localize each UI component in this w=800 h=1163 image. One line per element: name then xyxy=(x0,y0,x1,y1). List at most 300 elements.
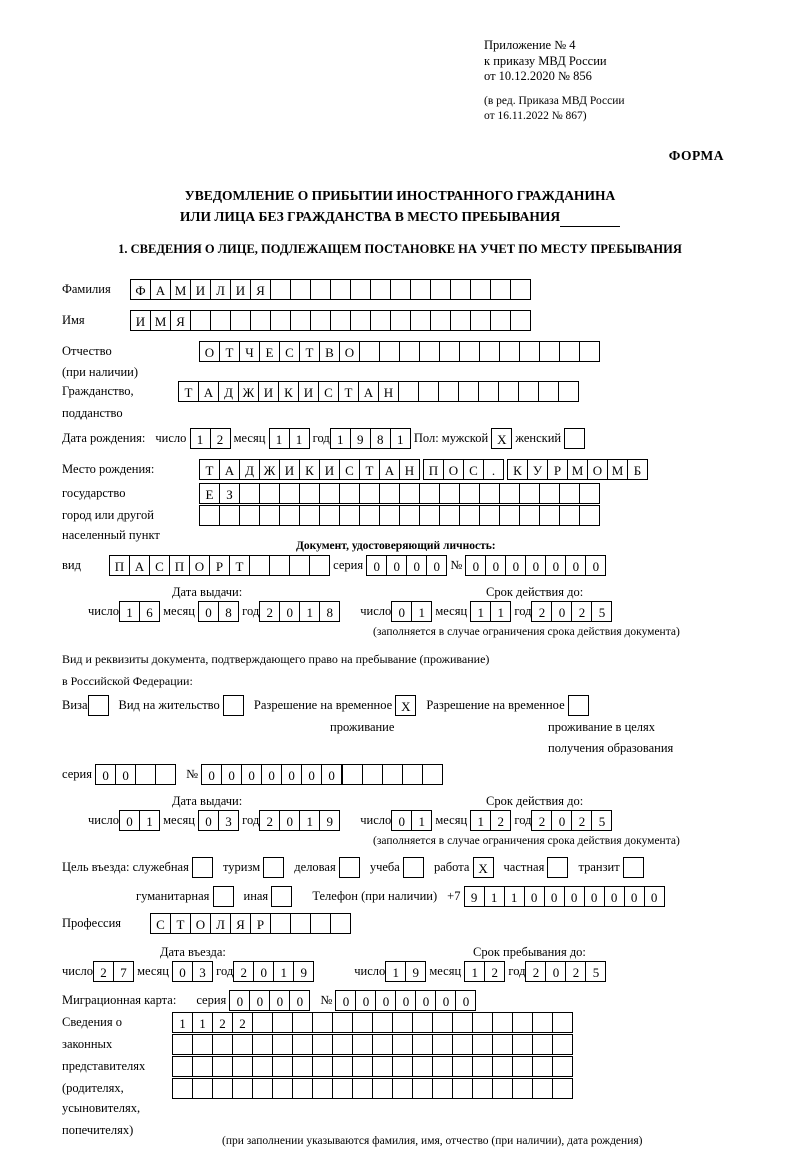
doc-valid-day-cells-cell[interactable]: 1 xyxy=(411,601,432,622)
legal-reps-row-4-cells-cell[interactable] xyxy=(212,1078,233,1099)
doc-valid-day-cells-cell[interactable]: 0 xyxy=(391,601,412,622)
profession-cells-cell[interactable]: Т xyxy=(170,913,191,934)
purpose-other-checkbox[interactable] xyxy=(271,886,292,907)
permit-valid-year-cells[interactable] xyxy=(531,810,612,831)
doctype-cells-cell[interactable]: Т xyxy=(229,555,250,576)
doc-issue-year-cells-cell[interactable]: 8 xyxy=(319,601,340,622)
permit-valid-day-cells-cell[interactable]: 1 xyxy=(411,810,432,831)
permit-issue-day-cells-cell[interactable]: 0 xyxy=(119,810,140,831)
permit-number-cells[interactable] xyxy=(201,764,342,785)
entry-month-cells[interactable] xyxy=(172,961,213,982)
legal-reps-row-3-cells-cell[interactable] xyxy=(492,1056,513,1077)
birthplace-row3-cells-cell[interactable] xyxy=(299,505,320,526)
doc-number-cells-cell[interactable]: 0 xyxy=(505,555,526,576)
permit-number-extra-cells-cell[interactable] xyxy=(422,764,443,785)
entry-month-cells-cell[interactable]: 3 xyxy=(192,961,213,982)
permit-issue-year-cells-cell[interactable]: 9 xyxy=(319,810,340,831)
legal-reps-row-1-cells-cell[interactable] xyxy=(452,1012,473,1033)
birthplace-row2-cells-cell[interactable] xyxy=(299,483,320,504)
surname-cells-cell[interactable] xyxy=(410,279,431,300)
patronymic-cells-cell[interactable] xyxy=(399,341,420,362)
surname-cells-cell[interactable] xyxy=(330,279,351,300)
doctype-cells-cell[interactable]: О xyxy=(189,555,210,576)
legal-reps-row-4-cells-cell[interactable] xyxy=(532,1078,553,1099)
legal-reps-row-4-cells-cell[interactable] xyxy=(192,1078,213,1099)
citizenship-cells-cell[interactable]: С xyxy=(318,381,339,402)
birthplace-row3-cells-cell[interactable] xyxy=(219,505,240,526)
patronymic-cells-cell[interactable] xyxy=(419,341,440,362)
doctype-cells-cell[interactable] xyxy=(309,555,330,576)
surname-cells-cell[interactable] xyxy=(290,279,311,300)
surname-cells-cell[interactable]: М xyxy=(170,279,191,300)
doc-number-cells-cell[interactable]: 0 xyxy=(545,555,566,576)
legal-reps-row-4-cells-cell[interactable] xyxy=(172,1078,193,1099)
patronymic-cells-cell[interactable]: О xyxy=(339,341,360,362)
entry-day-cells-cell[interactable]: 7 xyxy=(113,961,134,982)
legal-reps-row-1-cells-cell[interactable]: 2 xyxy=(232,1012,253,1033)
surname-cells-cell[interactable]: И xyxy=(190,279,211,300)
phone-cells-cell[interactable]: 0 xyxy=(624,886,645,907)
legal-reps-row-1-cells-cell[interactable] xyxy=(492,1012,513,1033)
birthplace-row2-cells-cell[interactable] xyxy=(539,483,560,504)
permit-number-cells-cell[interactable]: 0 xyxy=(221,764,242,785)
patronymic-cells-cell[interactable]: Т xyxy=(219,341,240,362)
legal-reps-row-2-cells-cell[interactable] xyxy=(312,1034,333,1055)
citizenship-cells-cell[interactable] xyxy=(538,381,559,402)
profession-cells-cell[interactable] xyxy=(270,913,291,934)
legal-reps-row-2-cells-cell[interactable] xyxy=(412,1034,433,1055)
name-cells-cell[interactable] xyxy=(350,310,371,331)
name-cells-cell[interactable] xyxy=(390,310,411,331)
legal-reps-row-1-cells-cell[interactable] xyxy=(252,1012,273,1033)
legal-reps-row-2-cells-cell[interactable] xyxy=(232,1034,253,1055)
name-cells-cell[interactable] xyxy=(210,310,231,331)
permit-number-extra-cells-cell[interactable] xyxy=(402,764,423,785)
legal-reps-row-2-cells-cell[interactable] xyxy=(192,1034,213,1055)
purpose-official-checkbox[interactable] xyxy=(192,857,213,878)
profession-cells-cell[interactable] xyxy=(330,913,351,934)
legal-reps-row-1-cells-cell[interactable] xyxy=(552,1012,573,1033)
legal-reps-row-3-cells-cell[interactable] xyxy=(232,1056,253,1077)
name-cells-cell[interactable] xyxy=(430,310,451,331)
stay-month-cells-cell[interactable]: 1 xyxy=(464,961,485,982)
name-cells-cell[interactable] xyxy=(190,310,211,331)
birthplace-row3-cells-cell[interactable] xyxy=(499,505,520,526)
name-cells-cell[interactable] xyxy=(230,310,251,331)
citizenship-cells-cell[interactable] xyxy=(438,381,459,402)
purpose-tourism-checkbox[interactable] xyxy=(263,857,284,878)
birthplace-country-cells-cell[interactable]: И xyxy=(279,459,300,480)
legal-reps-row-1-cells-cell[interactable] xyxy=(392,1012,413,1033)
permit-issue-month-cells-cell[interactable]: 3 xyxy=(218,810,239,831)
purpose-private-checkbox[interactable] xyxy=(547,857,568,878)
legal-reps-row-4-cells-cell[interactable] xyxy=(512,1078,533,1099)
permit-series-cells-cell[interactable]: 0 xyxy=(115,764,136,785)
birthplace-row2-cells-cell[interactable] xyxy=(519,483,540,504)
legal-reps-row-2-cells-cell[interactable] xyxy=(172,1034,193,1055)
birthplace-row2-cells-cell[interactable] xyxy=(379,483,400,504)
birthplace-row3-cells-cell[interactable] xyxy=(439,505,460,526)
citizenship-cells-cell[interactable]: И xyxy=(298,381,319,402)
birthplace-city-cells-cell[interactable]: Р xyxy=(547,459,568,480)
name-cells-cell[interactable] xyxy=(410,310,431,331)
patronymic-cells-cell[interactable] xyxy=(479,341,500,362)
legal-reps-row-3-cells-cell[interactable] xyxy=(272,1056,293,1077)
migration-card-series-cells-cell[interactable]: 0 xyxy=(289,990,310,1011)
birthplace-row3-cells-cell[interactable] xyxy=(259,505,280,526)
patronymic-cells-cell[interactable] xyxy=(579,341,600,362)
profession-cells[interactable] xyxy=(150,913,351,934)
permit-number-extra-cells-cell[interactable] xyxy=(362,764,383,785)
legal-reps-row-2-cells-cell[interactable] xyxy=(472,1034,493,1055)
birthplace-country-cells-cell[interactable]: С xyxy=(339,459,360,480)
legal-reps-row-2-cells-cell[interactable] xyxy=(392,1034,413,1055)
patronymic-cells-cell[interactable]: Е xyxy=(259,341,280,362)
purpose-work-checkbox[interactable]: X xyxy=(473,857,494,878)
legal-reps-row-1-cells-cell[interactable] xyxy=(292,1012,313,1033)
stay-day-cells-cell[interactable]: 1 xyxy=(385,961,406,982)
permit-issue-year-cells-cell[interactable]: 0 xyxy=(279,810,300,831)
birthplace-row2-cells-cell[interactable] xyxy=(239,483,260,504)
doctype-cells-cell[interactable]: П xyxy=(169,555,190,576)
purpose-business-checkbox[interactable] xyxy=(339,857,360,878)
phone-cells-cell[interactable]: 0 xyxy=(524,886,545,907)
legal-reps-row-4-cells-cell[interactable] xyxy=(432,1078,453,1099)
doc-valid-day-cells[interactable] xyxy=(391,601,432,622)
legal-reps-row-2-cells-cell[interactable] xyxy=(292,1034,313,1055)
permit-number-cells-cell[interactable]: 0 xyxy=(281,764,302,785)
doc-number-cells-cell[interactable]: 0 xyxy=(565,555,586,576)
patronymic-cells-cell[interactable] xyxy=(499,341,520,362)
doc-issue-month-cells-cell[interactable]: 8 xyxy=(218,601,239,622)
birthplace-row2-cells-cell[interactable] xyxy=(399,483,420,504)
surname-cells-cell[interactable] xyxy=(490,279,511,300)
legal-reps-row-3-cells-cell[interactable] xyxy=(192,1056,213,1077)
patronymic-cells-cell[interactable]: Ч xyxy=(239,341,260,362)
doc-valid-year-cells-cell[interactable]: 2 xyxy=(571,601,592,622)
citizenship-cells[interactable] xyxy=(178,381,579,402)
legal-reps-row-2-cells-cell[interactable] xyxy=(212,1034,233,1055)
doc-issue-year-cells-cell[interactable]: 2 xyxy=(259,601,280,622)
birthplace-row3-cells-cell[interactable] xyxy=(279,505,300,526)
phone-cells-cell[interactable]: 0 xyxy=(544,886,565,907)
surname-cells-cell[interactable]: Я xyxy=(250,279,271,300)
permit-valid-day-cells-cell[interactable]: 0 xyxy=(391,810,412,831)
migration-card-series-cells-cell[interactable]: 0 xyxy=(269,990,290,1011)
birthplace-city-cells-cell[interactable]: О xyxy=(587,459,608,480)
stay-day-cells-cell[interactable]: 9 xyxy=(405,961,426,982)
patronymic-cells-cell[interactable] xyxy=(359,341,380,362)
legal-reps-row-3-cells-cell[interactable] xyxy=(412,1056,433,1077)
phone-cells-cell[interactable]: 1 xyxy=(484,886,505,907)
name-cells-cell[interactable] xyxy=(490,310,511,331)
migration-card-number-cells-cell[interactable]: 0 xyxy=(395,990,416,1011)
surname-cells-cell[interactable] xyxy=(350,279,371,300)
birthplace-row3-cells-cell[interactable] xyxy=(399,505,420,526)
birthplace-row3-cells-cell[interactable] xyxy=(319,505,340,526)
birthplace-type-cells-cell[interactable]: . xyxy=(483,459,504,480)
phone-cells-cell[interactable]: 0 xyxy=(584,886,605,907)
legal-reps-row-2-cells-cell[interactable] xyxy=(372,1034,393,1055)
profession-cells-cell[interactable] xyxy=(310,913,331,934)
citizenship-cells-cell[interactable] xyxy=(478,381,499,402)
doc-issue-day-cells-cell[interactable]: 6 xyxy=(139,601,160,622)
birthplace-country-cells-cell[interactable]: А xyxy=(219,459,240,480)
legal-reps-row-4-cells-cell[interactable] xyxy=(412,1078,433,1099)
doctype-cells-cell[interactable]: А xyxy=(129,555,150,576)
birthplace-city-cells-cell[interactable]: Б xyxy=(627,459,648,480)
permit-issue-month-cells[interactable] xyxy=(198,810,239,831)
birthplace-type-cells[interactable] xyxy=(420,459,504,480)
doctype-cells-cell[interactable] xyxy=(269,555,290,576)
surname-cells-cell[interactable]: А xyxy=(150,279,171,300)
legal-reps-row-2-cells[interactable] xyxy=(172,1034,573,1055)
birthplace-row2-cells-cell[interactable] xyxy=(359,483,380,504)
birthplace-row2-cells-cell[interactable]: З xyxy=(219,483,240,504)
citizenship-cells-cell[interactable]: Д xyxy=(218,381,239,402)
purpose-study-checkbox[interactable] xyxy=(403,857,424,878)
surname-cells[interactable] xyxy=(130,279,531,300)
legal-reps-row-1-cells-cell[interactable] xyxy=(312,1012,333,1033)
doctype-cells[interactable] xyxy=(109,555,330,576)
surname-cells-cell[interactable]: Ф xyxy=(130,279,151,300)
profession-cells-cell[interactable]: Л xyxy=(210,913,231,934)
citizenship-cells-cell[interactable]: А xyxy=(198,381,219,402)
phone-cells[interactable] xyxy=(464,886,665,907)
permit-issue-year-cells[interactable] xyxy=(259,810,340,831)
permit-series-cells-cell[interactable]: 0 xyxy=(95,764,116,785)
citizenship-cells-cell[interactable] xyxy=(398,381,419,402)
citizenship-cells-cell[interactable]: Ж xyxy=(238,381,259,402)
doctype-cells-cell[interactable]: Р xyxy=(209,555,230,576)
birth-day-cells[interactable] xyxy=(190,428,231,449)
doc-series-cells-cell[interactable]: 0 xyxy=(366,555,387,576)
name-cells-cell[interactable]: И xyxy=(130,310,151,331)
permit-valid-year-cells-cell[interactable]: 2 xyxy=(531,810,552,831)
legal-reps-row-4-cells-cell[interactable] xyxy=(452,1078,473,1099)
phone-cells-cell[interactable]: 0 xyxy=(564,886,585,907)
permit-number-cells-cell[interactable]: 0 xyxy=(321,764,342,785)
birthplace-row2-cells-cell[interactable] xyxy=(419,483,440,504)
legal-reps-row-4-cells-cell[interactable] xyxy=(232,1078,253,1099)
birthplace-row2-cells-cell[interactable] xyxy=(319,483,340,504)
doc-series-cells-cell[interactable]: 0 xyxy=(426,555,447,576)
birth-day-cells-cell[interactable]: 1 xyxy=(190,428,211,449)
birthplace-type-cells-cell[interactable]: О xyxy=(443,459,464,480)
legal-reps-row-1-cells-cell[interactable] xyxy=(532,1012,553,1033)
stay-year-cells-cell[interactable]: 0 xyxy=(545,961,566,982)
birthplace-row3-cells-cell[interactable] xyxy=(459,505,480,526)
doc-series-cells-cell[interactable]: 0 xyxy=(406,555,427,576)
doc-valid-year-cells-cell[interactable]: 2 xyxy=(531,601,552,622)
birthplace-row2-cells-cell[interactable]: Е xyxy=(199,483,220,504)
permit-issue-year-cells-cell[interactable]: 2 xyxy=(259,810,280,831)
legal-reps-row-4-cells-cell[interactable] xyxy=(552,1078,573,1099)
legal-reps-row-1-cells-cell[interactable]: 2 xyxy=(212,1012,233,1033)
entry-month-cells-cell[interactable]: 0 xyxy=(172,961,193,982)
phone-cells-cell[interactable]: 1 xyxy=(504,886,525,907)
doctype-cells-cell[interactable] xyxy=(289,555,310,576)
citizenship-cells-cell[interactable]: Т xyxy=(338,381,359,402)
profession-cells-cell[interactable]: Р xyxy=(250,913,271,934)
name-cells-cell[interactable] xyxy=(370,310,391,331)
stay-year-cells[interactable] xyxy=(525,961,606,982)
name-cells-cell[interactable]: М xyxy=(150,310,171,331)
migration-card-series-cells[interactable] xyxy=(229,990,310,1011)
permit-issue-day-cells[interactable] xyxy=(119,810,160,831)
permit-issue-year-cells-cell[interactable]: 1 xyxy=(299,810,320,831)
migration-card-number-cells[interactable] xyxy=(335,990,476,1011)
birth-month-cells-cell[interactable]: 1 xyxy=(269,428,290,449)
doc-issue-day-cells-cell[interactable]: 1 xyxy=(119,601,140,622)
doc-issue-year-cells[interactable] xyxy=(259,601,340,622)
legal-reps-row-2-cells-cell[interactable] xyxy=(452,1034,473,1055)
legal-reps-row-3-cells-cell[interactable] xyxy=(212,1056,233,1077)
legal-reps-row-4-cells-cell[interactable] xyxy=(372,1078,393,1099)
legal-reps-row-4-cells-cell[interactable] xyxy=(352,1078,373,1099)
legal-reps-row-4-cells-cell[interactable] xyxy=(272,1078,293,1099)
legal-reps-row-4-cells[interactable] xyxy=(172,1078,573,1099)
residence-checkbox[interactable] xyxy=(223,695,244,716)
legal-reps-row-1-cells-cell[interactable] xyxy=(432,1012,453,1033)
permit-series-cells-cell[interactable] xyxy=(135,764,156,785)
doc-issue-year-cells-cell[interactable]: 1 xyxy=(299,601,320,622)
citizenship-cells-cell[interactable]: И xyxy=(258,381,279,402)
edu-residence-checkbox[interactable] xyxy=(568,695,589,716)
legal-reps-row-3-cells-cell[interactable] xyxy=(172,1056,193,1077)
birthplace-row3-cells[interactable] xyxy=(199,505,600,526)
phone-cells-cell[interactable]: 9 xyxy=(464,886,485,907)
birthplace-country-cells-cell[interactable]: Т xyxy=(359,459,380,480)
legal-reps-row-1-cells-cell[interactable] xyxy=(372,1012,393,1033)
birthplace-row2-cells-cell[interactable] xyxy=(499,483,520,504)
patronymic-cells-cell[interactable] xyxy=(539,341,560,362)
legal-reps-row-2-cells-cell[interactable] xyxy=(252,1034,273,1055)
entry-year-cells-cell[interactable]: 0 xyxy=(253,961,274,982)
doc-valid-year-cells-cell[interactable]: 5 xyxy=(591,601,612,622)
migration-card-number-cells-cell[interactable]: 0 xyxy=(375,990,396,1011)
legal-reps-row-2-cells-cell[interactable] xyxy=(272,1034,293,1055)
birthplace-row3-cells-cell[interactable] xyxy=(479,505,500,526)
patronymic-cells-cell[interactable] xyxy=(439,341,460,362)
legal-reps-row-4-cells-cell[interactable] xyxy=(332,1078,353,1099)
citizenship-cells-cell[interactable] xyxy=(418,381,439,402)
doc-issue-day-cells[interactable] xyxy=(119,601,160,622)
stay-year-cells-cell[interactable]: 5 xyxy=(585,961,606,982)
name-cells-cell[interactable] xyxy=(310,310,331,331)
citizenship-cells-cell[interactable] xyxy=(458,381,479,402)
citizenship-cells-cell[interactable] xyxy=(558,381,579,402)
doc-number-cells-cell[interactable]: 0 xyxy=(485,555,506,576)
legal-reps-row-1-cells-cell[interactable] xyxy=(412,1012,433,1033)
legal-reps-row-2-cells-cell[interactable] xyxy=(532,1034,553,1055)
birthplace-city-cells[interactable] xyxy=(504,459,648,480)
birthplace-country-cells-cell[interactable]: Д xyxy=(239,459,260,480)
permit-number-cells-cell[interactable]: 0 xyxy=(301,764,322,785)
legal-reps-row-1-cells-cell[interactable] xyxy=(332,1012,353,1033)
legal-reps-row-3-cells-cell[interactable] xyxy=(332,1056,353,1077)
name-cells-cell[interactable] xyxy=(330,310,351,331)
doc-valid-year-cells-cell[interactable]: 0 xyxy=(551,601,572,622)
permit-series-cells[interactable] xyxy=(95,764,176,785)
permit-series-cells-cell[interactable] xyxy=(155,764,176,785)
migration-card-number-cells-cell[interactable]: 0 xyxy=(435,990,456,1011)
doc-number-cells-cell[interactable]: 0 xyxy=(465,555,486,576)
entry-year-cells-cell[interactable]: 9 xyxy=(293,961,314,982)
name-cells-cell[interactable] xyxy=(270,310,291,331)
birthplace-country-cells-cell[interactable]: И xyxy=(319,459,340,480)
permit-valid-month-cells-cell[interactable]: 1 xyxy=(470,810,491,831)
citizenship-cells-cell[interactable]: Н xyxy=(378,381,399,402)
surname-cells-cell[interactable] xyxy=(270,279,291,300)
name-cells-cell[interactable] xyxy=(510,310,531,331)
permit-issue-day-cells-cell[interactable]: 1 xyxy=(139,810,160,831)
legal-reps-row-3-cells-cell[interactable] xyxy=(352,1056,373,1077)
name-cells-cell[interactable] xyxy=(450,310,471,331)
doc-series-cells[interactable] xyxy=(366,555,447,576)
birth-year-cells[interactable] xyxy=(330,428,411,449)
entry-day-cells[interactable] xyxy=(93,961,134,982)
phone-cells-cell[interactable]: 0 xyxy=(604,886,625,907)
doctype-cells-cell[interactable]: П xyxy=(109,555,130,576)
stay-day-cells[interactable] xyxy=(385,961,426,982)
doc-issue-month-cells-cell[interactable]: 0 xyxy=(198,601,219,622)
surname-cells-cell[interactable] xyxy=(430,279,451,300)
permit-number-extra-cells[interactable] xyxy=(342,764,443,785)
doctype-cells-cell[interactable]: С xyxy=(149,555,170,576)
birthplace-row2-cells-cell[interactable] xyxy=(339,483,360,504)
migration-card-series-cells-cell[interactable]: 0 xyxy=(249,990,270,1011)
doc-valid-month-cells-cell[interactable]: 1 xyxy=(470,601,491,622)
legal-reps-row-4-cells-cell[interactable] xyxy=(392,1078,413,1099)
birthplace-type-cells-cell[interactable]: П xyxy=(423,459,444,480)
legal-reps-row-3-cells-cell[interactable] xyxy=(392,1056,413,1077)
birthplace-country-cells-cell[interactable]: Н xyxy=(399,459,420,480)
legal-reps-row-1-cells-cell[interactable] xyxy=(352,1012,373,1033)
legal-reps-row-4-cells-cell[interactable] xyxy=(292,1078,313,1099)
birthplace-row2-cells-cell[interactable] xyxy=(579,483,600,504)
birthplace-city-cells-cell[interactable]: К xyxy=(507,459,528,480)
doc-number-cells-cell[interactable]: 0 xyxy=(525,555,546,576)
profession-cells-cell[interactable]: С xyxy=(150,913,171,934)
permit-number-extra-cells-cell[interactable] xyxy=(382,764,403,785)
profession-cells-cell[interactable]: О xyxy=(190,913,211,934)
permit-valid-month-cells-cell[interactable]: 2 xyxy=(490,810,511,831)
purpose-humanitarian-checkbox[interactable] xyxy=(213,886,234,907)
surname-cells-cell[interactable]: Л xyxy=(210,279,231,300)
birth-day-cells-cell[interactable]: 2 xyxy=(210,428,231,449)
surname-cells-cell[interactable] xyxy=(470,279,491,300)
legal-reps-row-2-cells-cell[interactable] xyxy=(552,1034,573,1055)
doc-valid-month-cells-cell[interactable]: 1 xyxy=(490,601,511,622)
surname-cells-cell[interactable] xyxy=(310,279,331,300)
citizenship-cells-cell[interactable] xyxy=(498,381,519,402)
surname-cells-cell[interactable] xyxy=(450,279,471,300)
legal-reps-row-3-cells-cell[interactable] xyxy=(472,1056,493,1077)
birthplace-city-cells-cell[interactable]: М xyxy=(567,459,588,480)
stay-year-cells-cell[interactable]: 2 xyxy=(525,961,546,982)
birthplace-row2-cells-cell[interactable] xyxy=(559,483,580,504)
stay-month-cells[interactable] xyxy=(464,961,505,982)
patronymic-cells-cell[interactable]: С xyxy=(279,341,300,362)
patronymic-cells-cell[interactable]: Т xyxy=(299,341,320,362)
birthplace-row3-cells-cell[interactable] xyxy=(539,505,560,526)
temp-residence-checkbox[interactable]: X xyxy=(395,695,416,716)
name-cells-cell[interactable]: Я xyxy=(170,310,191,331)
stay-year-cells-cell[interactable]: 2 xyxy=(565,961,586,982)
surname-cells-cell[interactable] xyxy=(510,279,531,300)
entry-year-cells-cell[interactable]: 2 xyxy=(233,961,254,982)
